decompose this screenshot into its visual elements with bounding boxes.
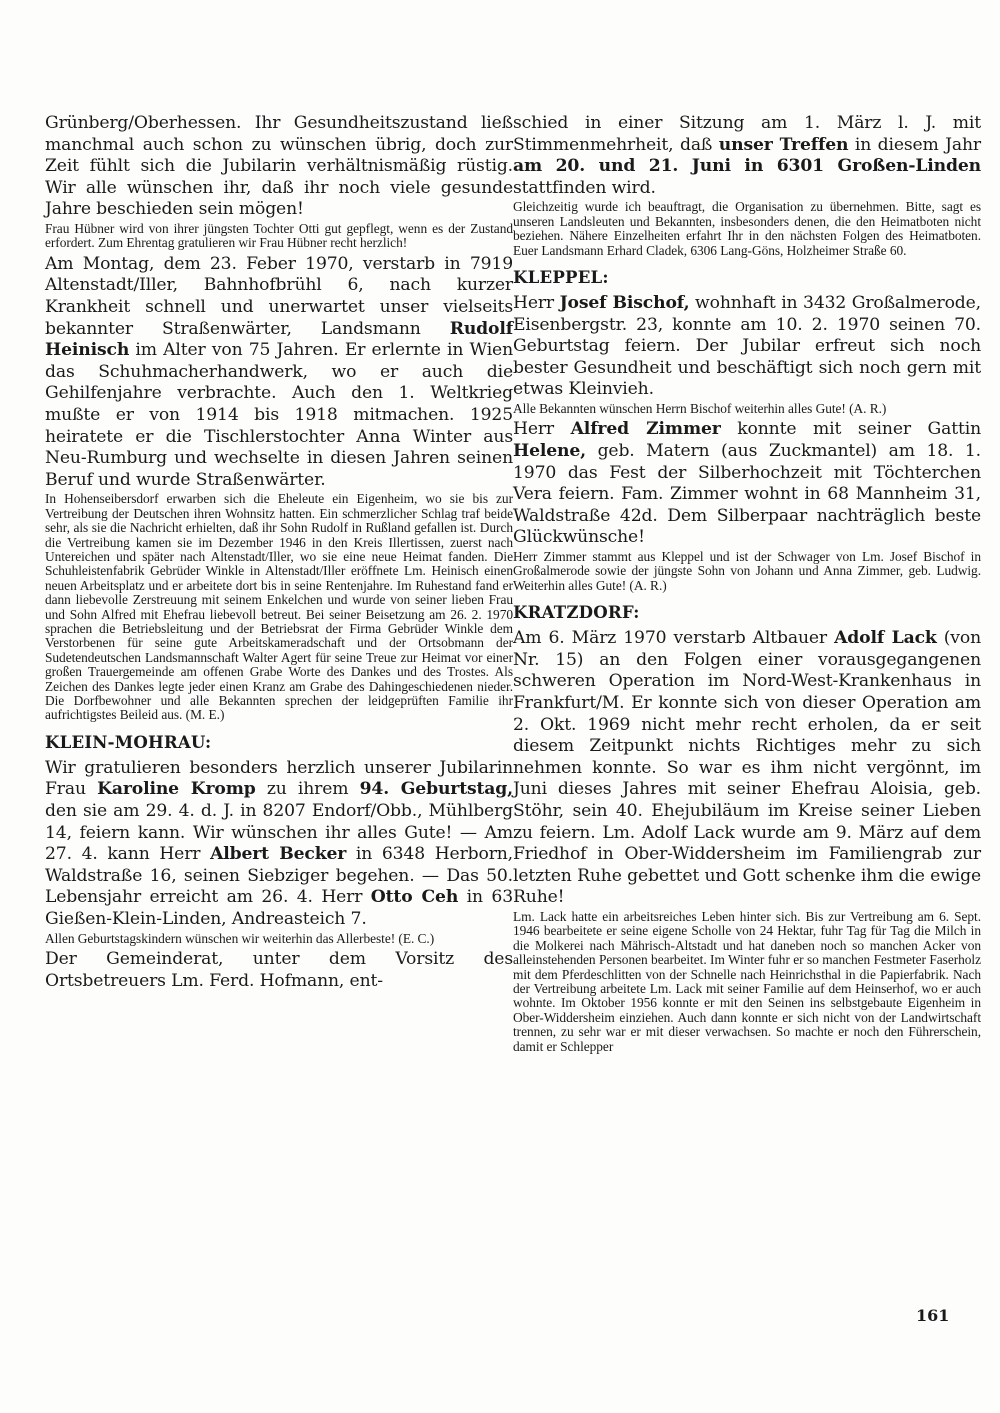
section-heading-klein-mohrau: KLEIN-MOHRAU: [45,731,212,752]
right-column [513,113,981,1057]
birthday-label: 94. Geburtstag, [359,779,513,800]
left-column [45,113,513,992]
lack-obituary: Am 6. März 1970 verstarb Altbauer Adolf Lack (von Nr. 15) an den Folgen einer vorausgegangenen schweren Operation im Nord-West-Krankenhaus in Frankfurt/M. Er konnte sich von dieser Operation am 2. Okt. 1969 nicht mehr recht erholen, da er seit diesem Zeitpunkt nichts Richtiges mehr zu sich nehmen konnte. So war es ihm nicht vergönnt, im Juni dieses Jahres mit seiner Ehefrau Aloisia, geb. Stöhr, sein 40. Ehejubiläum im Kreise seiner Lieben zu feiern. Lm. Adolf Lack wurde am 9. März auf dem Friedhof in Ober-Widdersheim im Familiengrab zur letzten Ruhe gebettet und Gott schenke ihm die ewige Ruhe! [513,628,981,908]
klein-mohrau-note: Allen Geburtstagskindern wünschen wir weiterhin das Allerbeste! (E. C.) [45,930,435,946]
heinisch-obituary-detail: In Hohenseibersdorf erwarben sich die Eheleute ein Eigenheim, wo sie bis zur Vertreibung der Deutschen ihren Wohnsitz hatten. Ein schmerzlicher Schlag traf beide sehr, als sie die Nachricht erhielten, daß ihr Sohn Rudolf in Rußland gefallen ist. Durch die Vertreibung kamen sie im Dezember 1946 in den Kreis Illertissen, zuerst nach Untereichen und später nach Altenstadt/Iller, wo sie eine neue Heimat fanden. Die Schuhleistenfabrik Gebrüder Winkle in Altenstadt/Iller eröffnete Lm. Heinisch einen neuen Arbeitsplatz und er arbeitete dort bis in seine Rentenjahre. Im Ruhestand fand er dann liebevolle Zerstreuung mit seinem Enkelchen und wurde von seiner lieben Frau und Sohn Alfred mit Ehefrau liebevoll betreut. Bei seiner Beisetzung am 26. 2. 1970 sprachen die Betriebsleitung und der Betriebsrat der Firma Gebrüder Winkle dem Verstorbenen für seine gute Arbeitskameradschaft und der Ortsobmann der Sudetendeutschen Landsmannschaft Walter Agert für seine Treue zur Heimat vor einer großen Trauergemeinde am offenen Grabe Worte des Dankes und des Trostes. Als Zeichen des Dankes legte jeder einen Kranz am Grabe des Dahingeschiedenen nieder. Die Dorfbewohner und alle Bekannten sprechen der leidgeprüften Familie ihr aufrichtigstes Beileid aus. (M. E.) [45,491,513,723]
huebner-paragraph: Grünberg/Oberhessen. Ihr Gesundheitszustand ließ manchmal auch schon zu wünschen übrig, doch zur Zeit fühlt sich die Jubilarin verhältnismäßig rüstig. Wir alle wünschen ihr, daß ihr noch viele gesunde Jahre beschieden sein mögen! [45,113,513,220]
person-name: Rudolf Heinisch [45,318,513,361]
treffen-paragraph: schied in einer Sitzung am 1. März l. J. mit Stimmenmehrheit, daß unser Treffen in diesem Jahr am 20. und 21. Juni in 6301 Großen-Linden stattfinden wird. [513,113,981,198]
event-date-place: am 20. und 21. Juni in 6301 Großen-Linden [513,156,981,177]
zimmer-anniversary: Herr Alfred Zimmer konnte mit seiner Gattin Helene, geb. Matern (aus Zuckmantel) am 18. 1. 1970 das Fest der Silberhochzeit mit Töchterchen Vera feiern. Fam. Zimmer wohnt in 68 Mannheim 31, Waldstraße 42d. Dem Silberpaar nachträglich beste Glückwünsche! [513,419,981,548]
person-name: Karoline Kromp [97,779,256,800]
emphasis: unser Treffen [718,134,849,155]
zimmer-note: Herr Zimmer stammt aus Kleppel und ist der Schwager von Lm. Josef Bischof in Großalmerode sowie der jüngste Sohn von Johann und Anna Zimmer, geb. Ludwig. Weiterhin alles Gute! (A. R.) [513,548,981,593]
bischof-birthday: Herr Josef Bischof, wohnhaft in 3432 Großalmerode, Eisenbergstr. 23, konnte am 10. 2. 1970 seinen 70. Geburtstag feiern. Der Jubilar erfreut sich noch bester Gesundheit und beschäftigt sich noch gern mit etwas Kleinvieh. [513,293,981,400]
section-heading-kleppel: KLEPPEL: [513,267,609,287]
person-name: Adolf Lack [834,628,937,649]
section-heading-kratzdorf: KRATZDORF: [513,602,640,623]
bischof-note: Alle Bekannten wünschen Herrn Bischof weiterhin alles Gute! (A. R.) [513,400,887,416]
klein-mohrau-birthdays: Wir gratulieren besonders herzlich unserer Jubilarin Frau Karoline Kromp zu ihrem 94. Geburtstag, den sie am 29. 4. d. J. in 8207 Endorf/Obb., Mühlberg 14, feiern kann. Wir wünschen ihr alles Gute! — Am 27. 4. kann Herr Albert Becker in 6348 Herborn, Waldstraße 16, seinen Siebziger begehen. — Das 50. Lebensjahr erreicht am 26. 4. Herr Otto Ceh in 63 Gießen-Klein-Linden, Andreasteich 7. [45,757,513,929]
person-name: Alfred Zimmer [570,419,721,440]
person-name: Josef Bischof, [559,293,690,313]
heinisch-obituary: Am Montag, dem 23. Feber 1970, verstarb in 7919 Altenstadt/Iller, Bahnhofbrühl 6, nach kurzer Krankheit schnell und unerwartet unser vielseits bekannter Straßenwärter, Landsmann Rudolf Heinisch im Alter von 75 Jahren. Er erlernte in Wien das Schuhmacherhandwerk, wo er auch die Gehilfenjahre verbrachte. Auch den 1. Weltkrieg mußte er von 1914 bis 1918 mitmachen. 1925 heiratete er die Tischlerstochter Anna Winter aus Neu-Rumburg und wechselte in diesen Jahren seinen Beruf und wurde Straßenwärter. [45,253,513,490]
person-name: Otto Ceh [370,887,459,908]
huebner-note: Frau Hübner wird von ihrer jüngsten Tochter Otti gut gepflegt, wenn es der Zustand erfordert. Zum Ehrentag gratulieren wir Frau Hübner recht herzlich! [45,220,513,251]
treffen-note: Gleichzeitig wurde ich beauftragt, die Organisation zu übernehmen. Bitte, sagt es unseren Landsleuten und Bekannten, insbesonders denen, die den Heimatboten nicht beziehen. Nähere Einzelheiten erfahrt Ihr in den nächsten Folgen des Heimatboten. Euer Landsmann Erhard Cladek, 6306 Lang-Göns, Holzheimer Straße 60. [513,199,981,258]
person-name: Albert Becker [210,844,347,865]
lack-obituary-detail: Lm. Lack hatte ein arbeitsreiches Leben hinter sich. Bis zur Vertreibung am 6. Sept. 1946 bearbeitete er seine eigene Scholle von 24 Hektar, fuhr Tag für Tag die Milch in die Molkerei nach Mährisch-Altstadt und hat daneben noch so manchen Acker von alleinstehenden Personen bearbeitet. Im Winter fuhr er so manchen Festmeter Faserholz mit dem Pferdeschlitten von der Schnelle nach Heinrichsthal in die Papierfabrik. Nach der Vertreibung arbeitete Lm. Lack mit seiner Familie auf dem Heinserhof, wo er auch wohnte. Im Oktober 1956 konnte er mit den Seinen ins selbstgebaute Eigenheim in Ober-Widdersheim einziehen. Auch dann konnte er sich nicht von der Landwirtschaft trennen, zu sehr war er mit dieser verwachsen. So machte er noch den Führerschein, damit er Schlepper [513,908,981,1054]
page-number: 161 [916,1306,950,1325]
gemeinderat-paragraph: Der Gemeinderat, unter dem Vorsitz des Ortsbetreuers Lm. Ferd. Hofmann, ent- [45,948,513,991]
person-name: Helene, [513,440,587,461]
